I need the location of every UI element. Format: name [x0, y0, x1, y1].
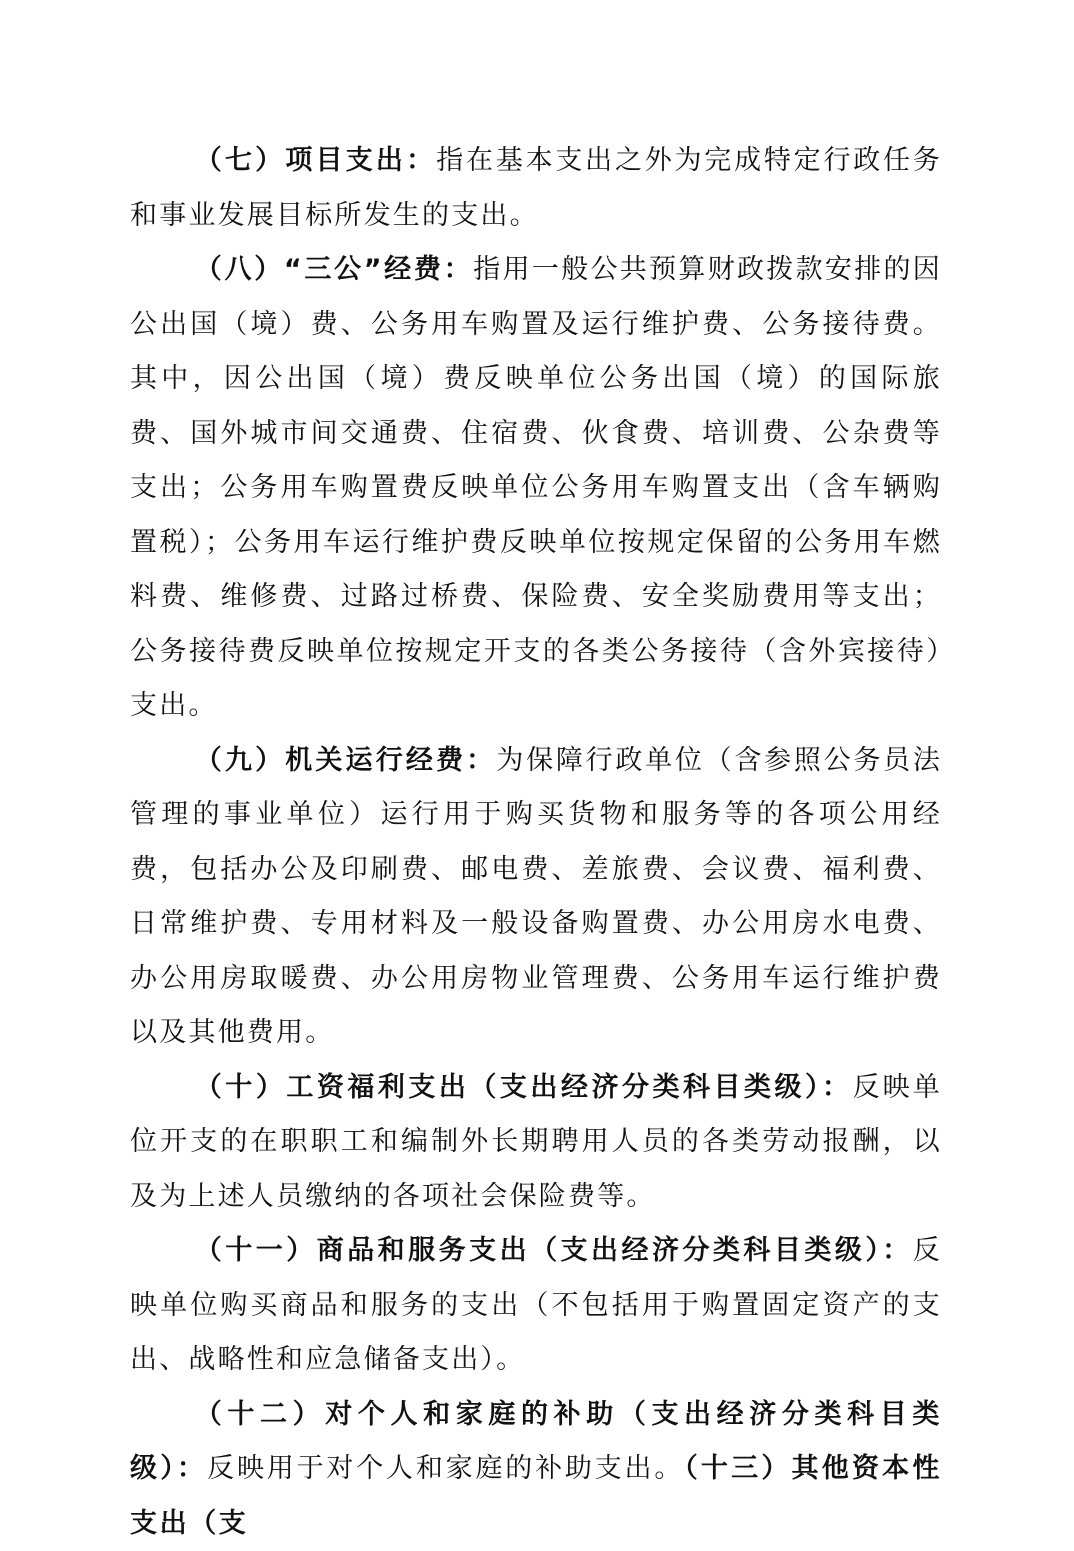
paragraph-text: 反映用于对个人和家庭的补助支出。 — [207, 1453, 684, 1484]
paragraph-heading: （十一）商品和服务支出（支出经济分类科目类级）： — [195, 1235, 913, 1266]
paragraph-heading: （十二）对个人和家庭的补助（支出经济分类科目类级）： — [130, 1399, 942, 1485]
paragraph-three-public-expenses — [130, 243, 942, 734]
document-body — [130, 134, 942, 1551]
paragraph-text: 指用一般公共预算财政拨款安排的因公出国（境）费、公务用车购置及运行维护费、公务接待费。其中，因公出国（境）费反映单位公务出国（境）的国际旅费、国外城市间交通费、住宿费、伙食费、培训费、公杂费等支出；公务用车购置费反映单位公务用车购置支出（含车辆购置税）；公务用车运行维护费反映单位按规定保留的公务用车燃料费、维修费、过路过桥费、保险费、安全奖励费用等支出；公务接待费反映单位按规定开支的各类公务接待（含外宾接待）支出。 — [130, 254, 942, 721]
paragraph-heading: （十）工资福利支出（支出经济分类科目类级）： — [195, 1072, 853, 1103]
paragraph-heading: （八）“三公”经费： — [195, 254, 474, 285]
paragraph-goods-services — [130, 1224, 942, 1388]
paragraph-text: 指在基本支出之外为完成特定行政任务和事业发展目标所发生的支出。 — [130, 145, 942, 231]
paragraph-subsidies-individuals — [130, 1388, 942, 1551]
paragraph-agency-operating-funds — [130, 734, 942, 1061]
paragraph-trailing-heading: （十三）其他资本性支出（支 — [130, 1453, 942, 1539]
paragraph-text: 反映单位开支的在职职工和编制外长期聘用人员的各类劳动报酬，以及为上述人员缴纳的各项社会保险费等。 — [130, 1072, 942, 1212]
paragraph-wages-welfare — [130, 1061, 942, 1225]
paragraph-text: 反映单位购买商品和服务的支出（不包括用于购置固定资产的支出、战略性和应急储备支出）。 — [130, 1235, 942, 1375]
paragraph-heading: （九）机关运行经费： — [195, 745, 497, 776]
paragraph-text: 为保障行政单位（含参照公务员法管理的事业单位）运行用于购买货物和服务等的各项公用经费，包括办公及印刷费、邮电费、差旅费、会议费、福利费、日常维护费、专用材料及一般设备购置费、办公用房水电费、办公用房取暖费、办公用房物业管理费、公务用车运行维护费以及其他费用。 — [130, 745, 942, 1049]
paragraph-project-expenditure — [130, 134, 942, 243]
paragraph-heading: （七）项目支出： — [195, 145, 436, 176]
